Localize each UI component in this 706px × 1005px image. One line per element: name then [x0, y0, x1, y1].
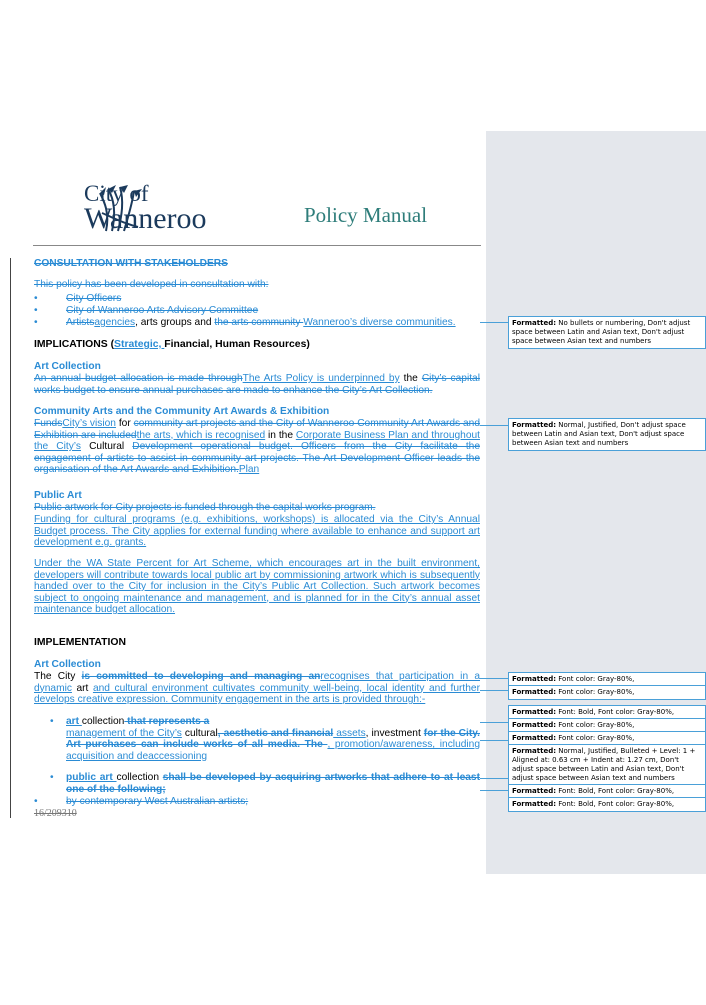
comment-balloon[interactable]: Formatted: Font: Bold, Font color: Gray-80%, — [508, 797, 706, 812]
comment-balloon[interactable]: Formatted: Normal, Justified, Bulleted + Level: 1 + Aligned at: 0.63 cm + Indent at: 1.27 cm, Don't adjust space between Latin and Asian text, Don't adjust space between Asian text and numbers — [508, 744, 706, 786]
comment-connector — [480, 778, 508, 779]
comment-connector — [480, 322, 508, 323]
comment-connector — [480, 740, 508, 741]
implementation-subheading: Art Collection — [34, 659, 101, 670]
implications-heading: IMPLICATIONS (Strategic, Financial, Human Resources) — [34, 339, 310, 350]
comment-connector — [480, 678, 508, 679]
logo-line2: Wanneroo — [84, 202, 207, 235]
bullet-icon: • — [50, 772, 54, 783]
public-art-heading: Public Art — [34, 490, 82, 501]
bullet-icon: • — [34, 796, 38, 807]
comment-balloon[interactable]: Formatted: No bullets or numbering, Don't adjust space between Latin and Asian text, Don't adjust space between Asian text and numbers — [508, 316, 706, 349]
comment-balloon[interactable]: Formatted: Font color: Gray-80%, — [508, 672, 706, 687]
comment-balloon[interactable]: Formatted: Font color: Gray-80%, — [508, 718, 706, 733]
bullet-icon: • — [34, 305, 38, 316]
bullet-icon: • — [34, 317, 38, 328]
art-collection-heading: Art Collection — [34, 361, 101, 372]
community-para: FundsCity’s vision for community art projects and the City of Wanneroo Community Art Awards and Exhibition are includedthe arts, which is recognised in the Corporate Business Plan and throughout the City’s Cultural Development operational budget. Officers from the City facilitate the engagement of artists to assist in community art projects. The Art Development Officer leads the organisation of the Art Awards and Exhibition.Plan — [34, 418, 480, 475]
change-bar — [10, 258, 11, 818]
bullet-icon: • — [34, 293, 38, 304]
public-art-percent: Under the WA State Percent for Art Scheme, which encourages art in the built environment, developers will contribute towards local public art by commissioning artwork which is subsequently handed over to the City for inclusion in the City’s Public Art Collection. Such artwork becomes subject to ongoing maintenance and management, and is planned for in the City’s annual asset maintenance budget allocation. — [34, 558, 480, 615]
public-art-deleted: Public artwork for City projects is funded through the capital works program. — [34, 502, 376, 513]
bullet-icon: • — [50, 716, 54, 727]
comment-connector — [480, 722, 508, 723]
comment-balloon[interactable]: Formatted: Font color: Gray-80%, — [508, 685, 706, 700]
community-heading: Community Arts and the Community Art Awards & Exhibition — [34, 406, 330, 417]
logo-line1: City of — [84, 181, 149, 206]
comment-balloon[interactable]: Formatted: Font: Bold, Font color: Gray-80%, — [508, 784, 706, 799]
page-title: Policy Manual — [304, 203, 428, 227]
header-rule — [33, 245, 481, 246]
art-collection-para: An annual budget allocation is made throughThe Arts Policy is underpinned by the City’s capital works budget to ensure annual purchases are made to enhance the City’s Art Collection. — [34, 373, 480, 396]
public-art-funding: Funding for cultural programs (e.g. exhibitions, workshops) is allocated via the City’s Annual Budget process. The City applies for external funding where available to enhance and support art development e.g. grants. — [34, 514, 480, 548]
document-page: City of Wanneroo Policy Manual CONSULTATION WITH STAKEHOLDERS This policy has been developed in consultation with: • City Officers • City of Wanneroo Arts Advisory Committee • Artistsagencies, arts groups and the arts community Wanneroo’s diverse communities. IMPLICATIONS (Strategic, Financial, Human Resources) Art Collection An annual budget allocation is made throughThe Arts Policy is underpinned by the City’s capital works budget to ensure annual purchases are made to enhance the City’s Art Collection. Community Arts and the Community Art Awards & Exhibition FundsCity’s vision for community art projects and the City of Wanneroo Community Art Awards and Exhibition are includedthe arts, which is recognised in the Corporate Business Plan and throughout the City’s Cultural Development operational budget. Officers from the City facilitate the engagement of artists to assist in community art projects. The Art Development Officer leads the organisation of the Art Awards and Exhibition.Plan Public Art Public artwork for City projects is funded through the capital works program. Funding for cultural programs (e.g. exhibitions, workshops) is allocated via the City’s Annual Budget process. The City applies for external funding where available to enhance and support art development e.g. grants. Under the WA State Percent for Art Scheme, which encourages art in the built environment, developers will contribute towards local public art by commissioning artwork which is subsequently handed over to the City for inclusion in the City’s Public Art Collection. Such artwork becomes subject to ongoing maintenance and management, and is planned for in the City’s annual asset maintenance budget allocation. IMPLEMENTATION Art Collection The City is committed to developing and managing anrecognises that participation in a dynamic art and cultural environment cultivates community well-being, local identity and further develops creative expression. Community engagement in the arts is provided through:- • art collection that represents a management of the City’s cultural, aesthetic and financial assets, investment for the City. Art purchases can include works of all media. The , promotion/awareness, including acquisition and deaccessioning • public art collection shall be developed by acquiring artworks that adhere to at least one of the following; • by contemporary West Australian artists; 16/209310 — [0, 0, 486, 1005]
comment-connector — [480, 690, 508, 691]
consultation-heading: CONSULTATION WITH STAKEHOLDERS — [34, 258, 228, 269]
document-reference: 16/209310 — [34, 808, 77, 819]
comment-balloon[interactable]: Formatted: Normal, Justified, Don't adjust space between Latin and Asian text, Don't adjust space between Asian text and numbers — [508, 418, 706, 451]
comment-balloon[interactable]: Formatted: Font color: Gray-80%, — [508, 731, 706, 746]
comment-connector — [480, 790, 508, 791]
implementation-heading: IMPLEMENTATION — [34, 637, 126, 648]
consultation-intro: This policy has been developed in consultation with: — [34, 279, 269, 290]
comment-balloon[interactable]: Formatted: Font: Bold, Font color: Gray-80%, — [508, 705, 706, 720]
comment-connector — [480, 425, 508, 426]
implementation-para: The City is committed to developing and managing anrecognises that participation in a dynamic art and cultural environment cultivates community well-being, local identity and further develops creative expression. Community engagement in the arts is provided through:- — [34, 671, 480, 705]
